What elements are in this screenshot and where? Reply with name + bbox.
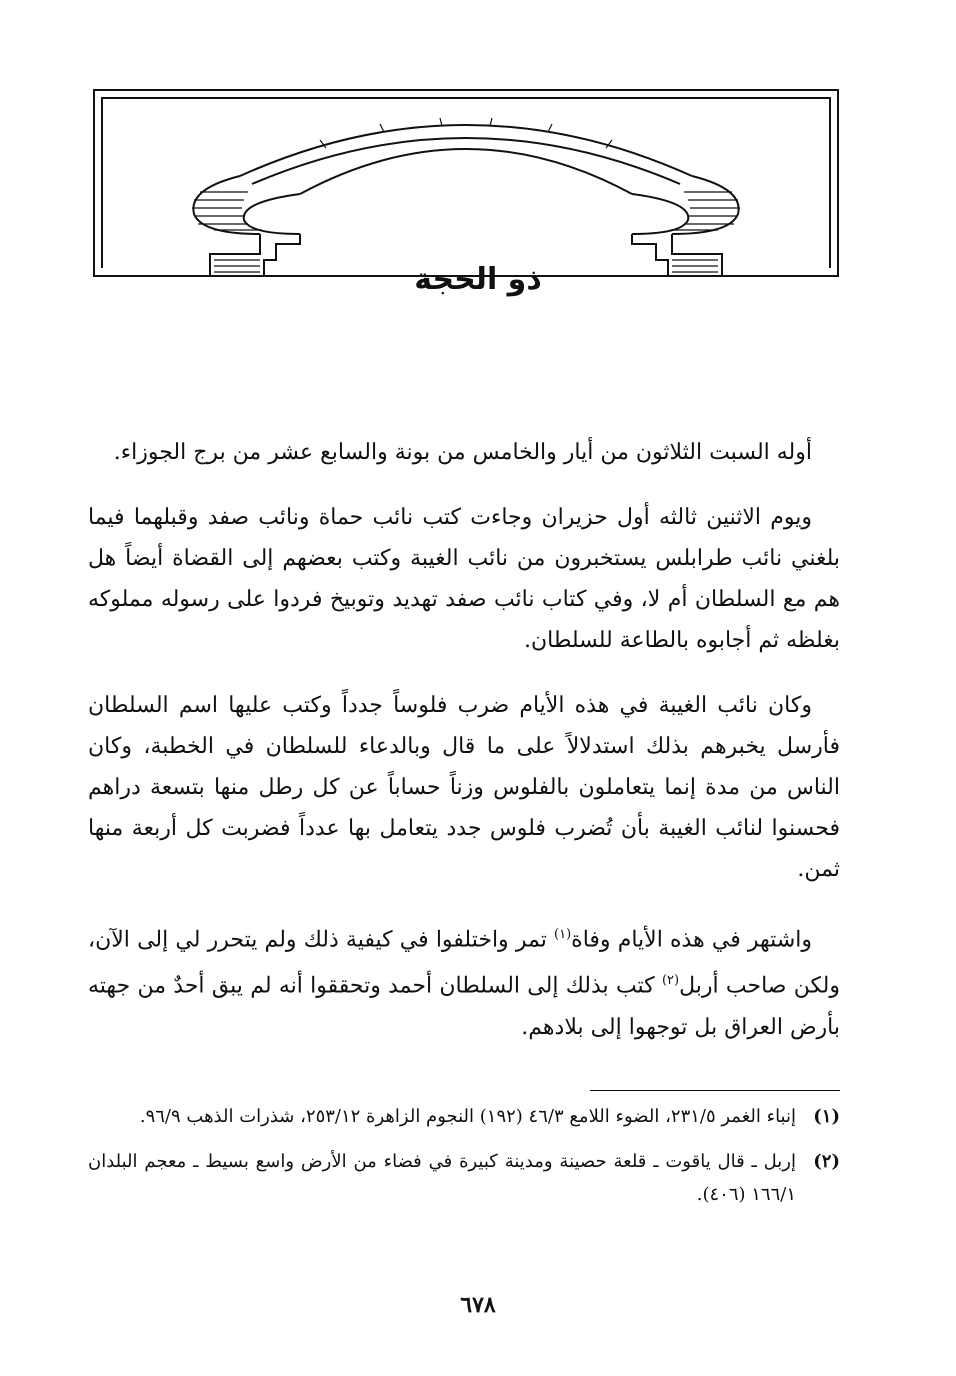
footnote-separator [590, 1090, 840, 1091]
footnotes [88, 1100, 840, 1223]
footnote-ref-2: (٢) [661, 973, 680, 989]
footnote-1 [88, 1100, 840, 1133]
paragraph-4-part-3: كتب بذلك إلى السلطان أحمد وتحققوا أنه لم يبق أحدٌ من جهته بأرض العراق بل توجهوا إلى بلادهم. [88, 973, 840, 1040]
paragraph-4-part-2: تمر واختلفوا في كيفية ذلك ولم يتحرر لي إلى الآن، ولكن صاحب أربل [88, 927, 840, 999]
paragraph-3: وكان نائب الغيبة في هذه الأيام ضرب فلوساً جدداً وكتب عليها اسم السلطان فأرسل يخبرهم بذلك استدلالاً على ما قال وبالدعاء للسلطان في الخطبة، وكان الناس من مدة إنما يتعاملون بالفلوس وزناً حساباً عن كل رطل منها بتسعة دراهم فحسنوا لنائب الغيبة بأن تُضرب فلوس جدد يتعامل بها عدداً فضربت كل أربعة منها ثمن. [88, 693, 840, 882]
paragraph-2: ويوم الاثنين ثالثه أول حزيران وجاءت كتب نائب حماة ونائب صفد وقبلهما فيما بلغني نائب طرابلس يستخبرون من نائب الغيبة وكتب بعضهم إلى القضاة أيضاً هل هم مع السلطان أم لا، وفي كتاب نائب صفد تهديد وتوبيخ فردوا على رسوله مملوكه بغلظه ثم أجابوه بالطاعة للسلطان. [88, 505, 840, 653]
page-number: ٦٧٨ [460, 1292, 496, 1318]
chapter-title: ذو الحجة [414, 262, 542, 297]
footnote-2 [88, 1145, 840, 1211]
footnote-ref-1: (١) [554, 927, 572, 942]
main-text [88, 432, 840, 1072]
paragraph-4 [88, 914, 840, 1048]
footnote-number: (١) [813, 1106, 840, 1127]
footnote-text: إنباء الغمر ٢٣١/٥، الضوء اللامع ٤٦/٣ (١٩٢) النجوم الزاهرة ٢٥٣/١٢، شذرات الذهب ٩٦/٩. [139, 1106, 796, 1127]
footnote-text: إربل ـ قال ياقوت ـ قلعة حصينة ومدينة كبيرة في فضاء من الأرض واسع بسيط ـ معجم البلدان ١٦٦/١ (٤٠٦). [88, 1151, 796, 1205]
paragraph-4-part-1: واشتهر في هذه الأيام وفاة [571, 927, 812, 953]
chapter-header-ornament [90, 84, 842, 280]
footnote-number: (٢) [813, 1151, 840, 1172]
paragraph-1: أوله السبت الثلاثون من أيار والخامس من بونة والسابع عشر من برج الجوزاء. [113, 440, 812, 465]
